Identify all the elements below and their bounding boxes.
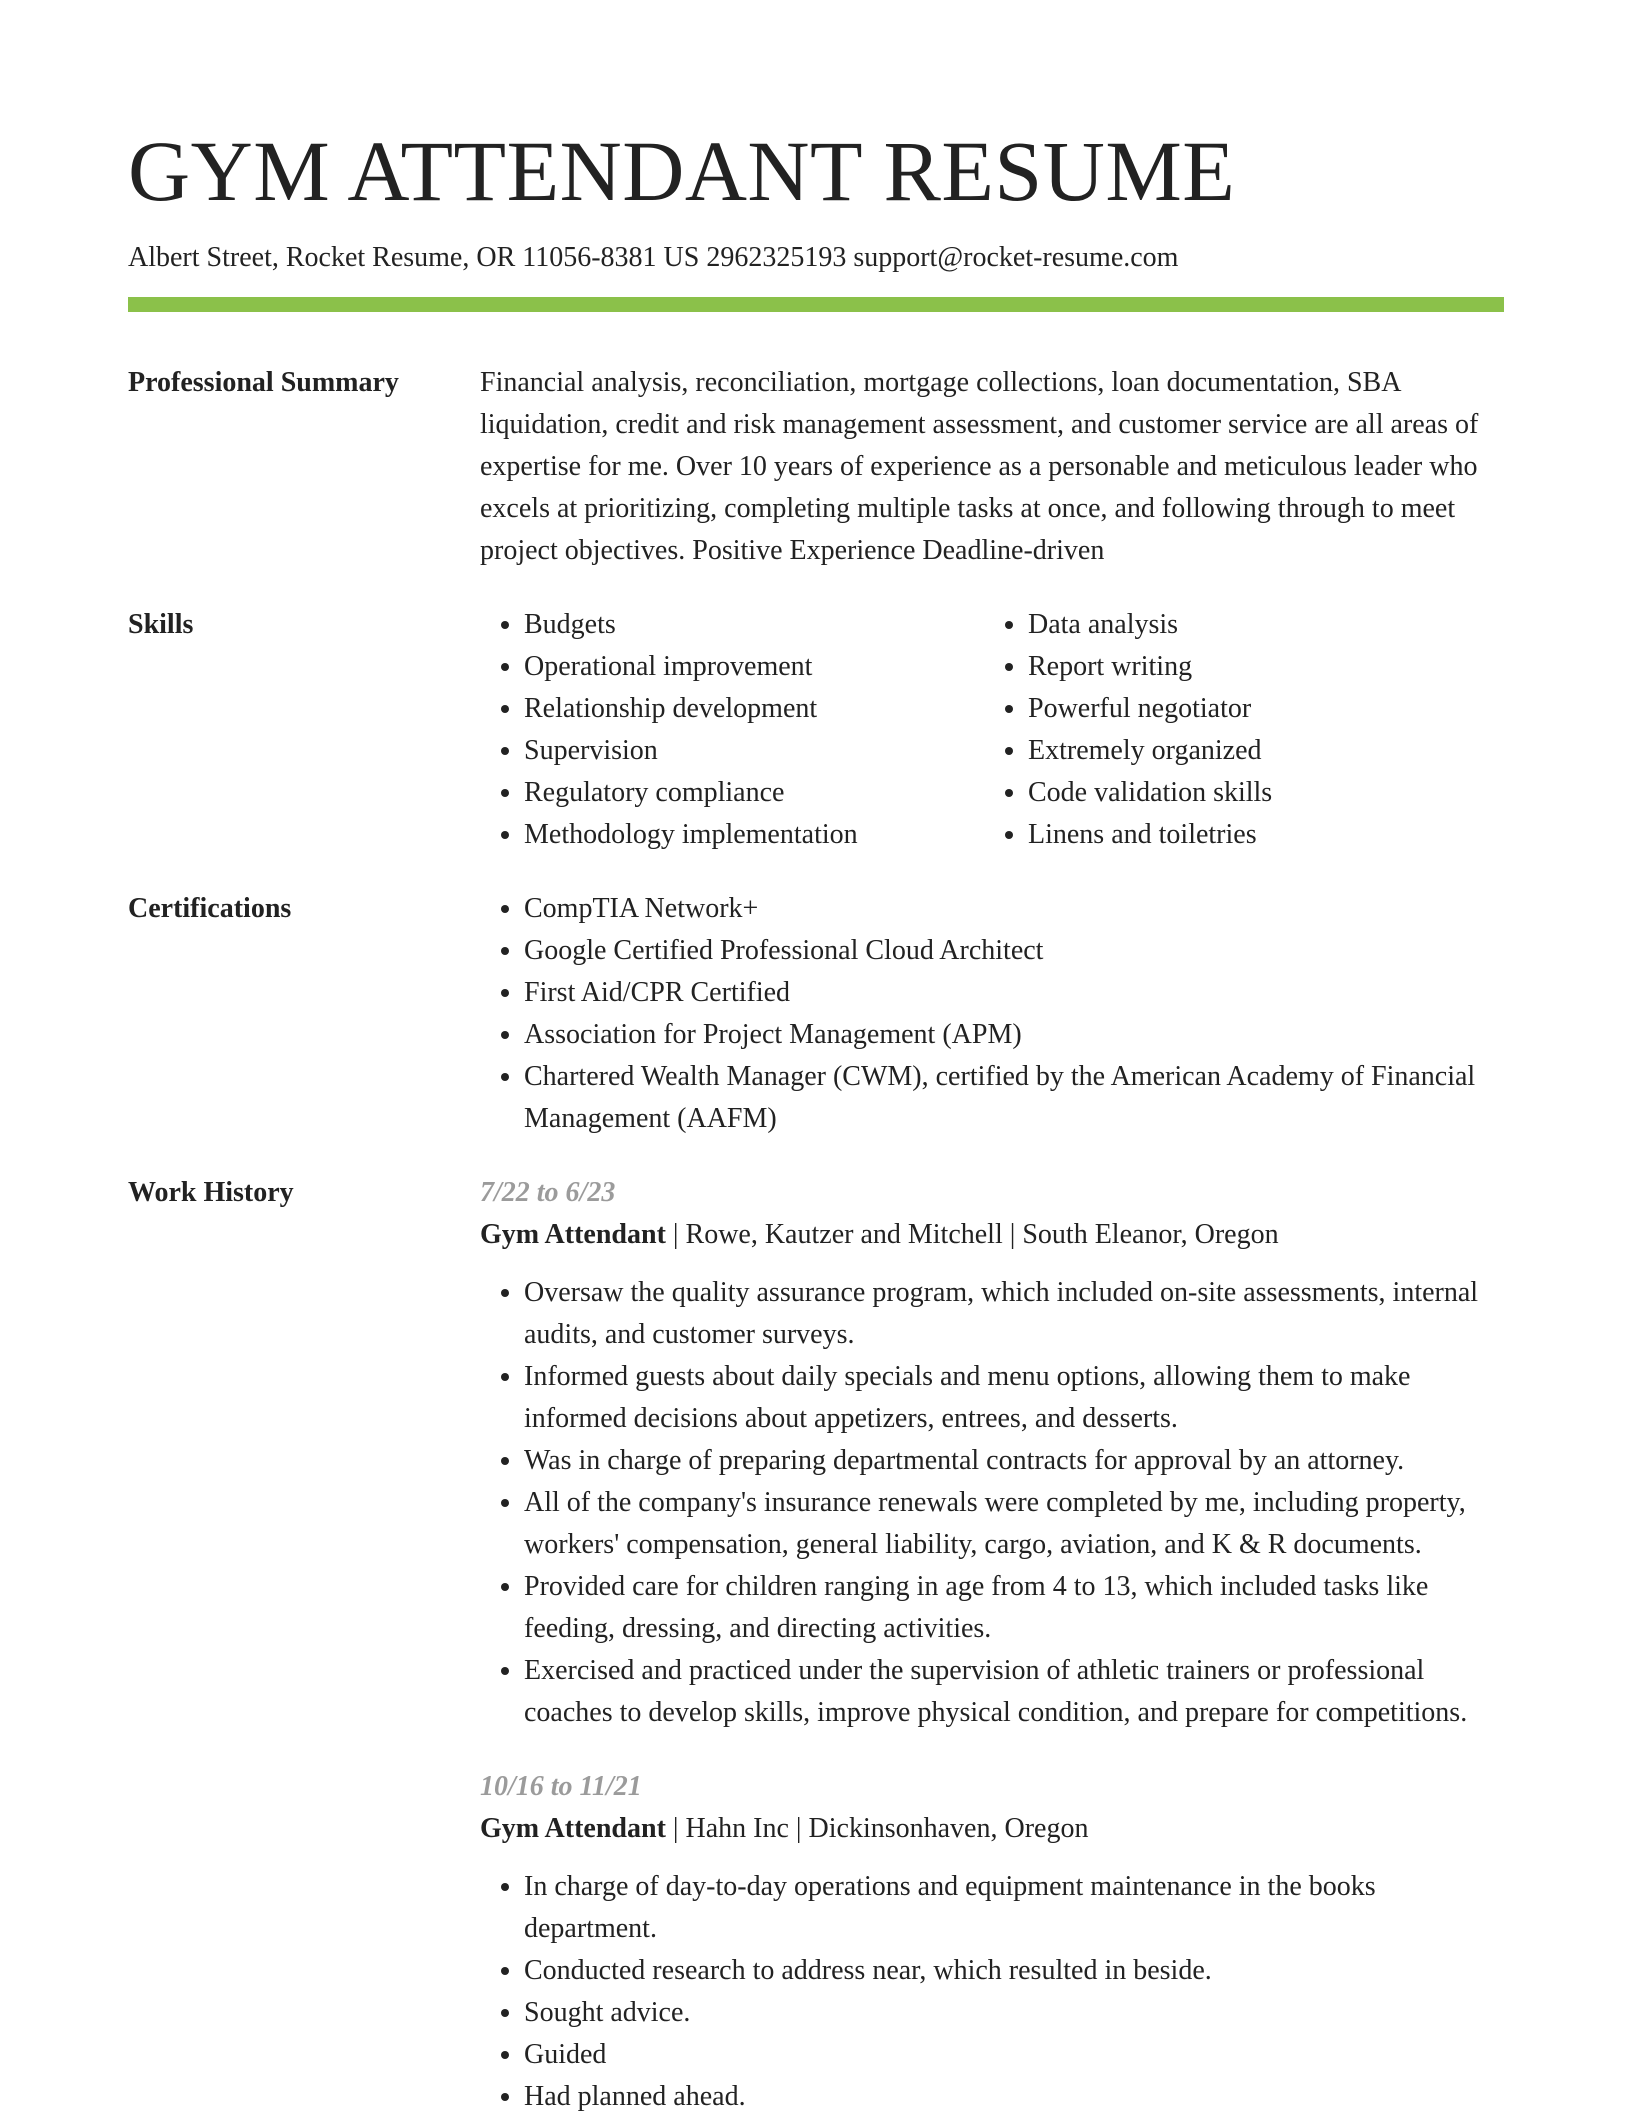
- job-header: [480, 1214, 1504, 1256]
- resume-page: [128, 0, 1504, 2118]
- certifications-body: [480, 888, 1504, 1140]
- job-details: | Hahn Inc | Dickinsonhaven, Oregon: [665, 1813, 1089, 1844]
- certifications-heading: Certifications: [128, 893, 292, 924]
- job-bullet: • All of the company's insurance renewals were completed by me, including property, workers' compensation, general liability, cargo, aviation, and K & R documents.: [524, 1482, 1504, 1566]
- skills-section: [128, 604, 1504, 856]
- certifications-list: [480, 888, 1504, 1140]
- skill-item: • Data analysis: [1028, 604, 1504, 646]
- work-history-body: [480, 1172, 1504, 2118]
- job-bullet: • Was in charge of preparing departmental contracts for approval by an attorney.: [524, 1440, 1504, 1482]
- job-bullet: • Provided care for children ranging in age from 4 to 13, which included tasks like feeding, dressing, and directing activities.: [524, 1566, 1504, 1650]
- skill-item: • Relationship development: [524, 688, 984, 730]
- skill-item: • Budgets: [524, 604, 984, 646]
- job-entry: [480, 1172, 1504, 1734]
- job-bullets: [480, 1272, 1504, 1734]
- job-bullet: • Sought advice.: [524, 1992, 1504, 2034]
- job-bullet: • Guided: [524, 2034, 1504, 2076]
- skill-item: • Report writing: [1028, 646, 1504, 688]
- summary-heading: Professional Summary: [128, 367, 399, 398]
- job-entry: [480, 1766, 1504, 2118]
- job-bullet: • Had planned ahead.: [524, 2076, 1504, 2118]
- certification-item: • Association for Project Management (APM): [524, 1014, 1504, 1056]
- summary-section: [128, 362, 1504, 572]
- job-bullet: • Conducted research to address near, which resulted in beside.: [524, 1950, 1504, 1992]
- certification-item: • CompTIA Network+: [524, 888, 1504, 930]
- skill-item: • Linens and toiletries: [1028, 814, 1504, 856]
- job-bullet: • Exercised and practiced under the supervision of athletic trainers or professional coaches to develop skills, improve physical condition, and prepare for competitions.: [524, 1650, 1504, 1734]
- skills-list-right: [984, 604, 1504, 856]
- job-header: [480, 1808, 1504, 1850]
- certification-item: • Chartered Wealth Manager (CWM), certified by the American Academy of Financial Management (AAFM): [524, 1056, 1504, 1140]
- resume-title: GYM ATTENDANT RESUME: [128, 123, 1236, 219]
- skill-item: • Operational improvement: [524, 646, 984, 688]
- skill-item: • Powerful negotiator: [1028, 688, 1504, 730]
- job-dates: 7/22 to 6/23: [480, 1177, 616, 1208]
- certification-item: • First Aid/CPR Certified: [524, 972, 1504, 1014]
- skill-item: • Extremely organized: [1028, 730, 1504, 772]
- job-dates: 10/16 to 11/21: [480, 1771, 642, 1802]
- certifications-section: [128, 888, 1504, 1140]
- skills-heading: Skills: [128, 609, 194, 640]
- skill-item: • Supervision: [524, 730, 984, 772]
- skills-list-left: [480, 604, 984, 856]
- skills-columns: [480, 604, 1504, 856]
- work-history-heading: Work History: [128, 1177, 294, 1208]
- job-bullets: [480, 1866, 1504, 2118]
- job-bullet: • Oversaw the quality assurance program, which included on-site assessments, internal audits, and customer surveys.: [524, 1272, 1504, 1356]
- job-title: Gym Attendant: [480, 1813, 666, 1844]
- skill-item: • Regulatory compliance: [524, 772, 984, 814]
- summary-text: Financial analysis, reconciliation, mortgage collections, loan documentation, SBA liquidation, credit and risk management assessment, and customer service are all areas of expertise for me. Over 10 years of experience as a personable and meticulous leader who excels at prioritizing, completing multiple tasks at once, and following through to meet project objectives. Positive Experience Deadline-driven: [480, 367, 1479, 566]
- job-bullet: • Informed guests about daily specials and menu options, allowing them to make informed decisions about appetizers, entrees, and desserts.: [524, 1356, 1504, 1440]
- job-bullet: • In charge of day-to-day operations and equipment maintenance in the books department.: [524, 1866, 1504, 1950]
- certification-item: • Google Certified Professional Cloud Architect: [524, 930, 1504, 972]
- work-history-section: [128, 1172, 1504, 2118]
- job-title: Gym Attendant: [480, 1219, 666, 1250]
- header-divider: [128, 297, 1504, 312]
- skill-item: • Methodology implementation: [524, 814, 984, 856]
- skill-item: • Code validation skills: [1028, 772, 1504, 814]
- job-details: | Rowe, Kautzer and Mitchell | South Eleanor, Oregon: [665, 1219, 1279, 1250]
- contact-line: Albert Street, Rocket Resume, OR 11056-8381 US 2962325193 support@rocket-resume.com: [128, 242, 1179, 273]
